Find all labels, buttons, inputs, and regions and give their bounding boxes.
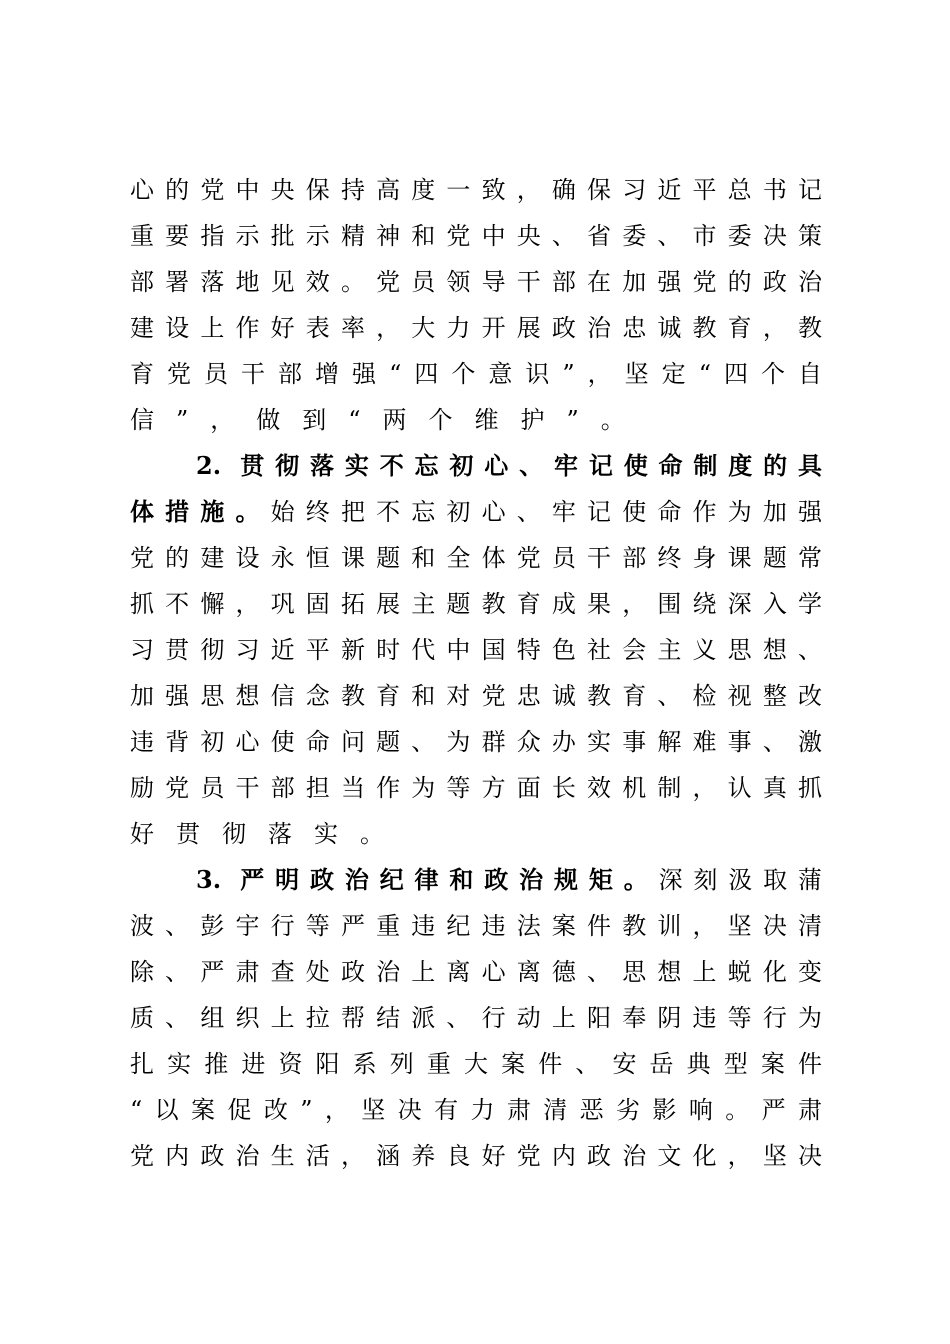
text-line: 加强思想信念教育和对党忠诚教育、检视整改: [130, 682, 822, 710]
text-line: 重要指示批示精神和党中央、省委、市委决策: [130, 222, 822, 250]
text-line: 质、组织上拉帮结派、行动上阳奉阴违等行为: [130, 1004, 822, 1032]
text-line: 扎实推进资阳系列重大案件、安岳典型案件: [130, 1050, 822, 1078]
text-line: 育党员干部增强“四个意识”，坚定“四个自: [130, 360, 822, 388]
text-line: 好贯彻落实。: [130, 820, 406, 848]
text-line: 习贯彻习近平新时代中国特色社会主义思想、: [130, 636, 822, 664]
text-line: 心的党中央保持高度一致，确保习近平总书记: [130, 176, 822, 204]
text-line: 党的建设永恒课题和全体党员干部终身课题常: [130, 544, 822, 572]
text-line: 信”，做到“两个维护”。: [130, 406, 647, 434]
section-heading-2: 2. 贯彻落实不忘初心、牢记使命制度的具: [196, 451, 822, 480]
text-line: 部署落地见效。党员领导干部在加强党的政治: [130, 268, 822, 296]
text-line: 波、彭宇行等严重违纪违法案件教训，坚决清: [130, 912, 822, 940]
text-line: 党内政治生活，涵养良好党内政治文化，坚决: [130, 1142, 822, 1170]
text-line: “以案促改”，坚决有力肃清恶劣影响。严肃: [130, 1096, 822, 1124]
section-heading-3: 3. 严明政治纪律和政治规矩。深刻汲取蒲: [196, 865, 822, 894]
text-line: 励党员干部担当作为等方面长效机制，认真抓: [130, 774, 822, 802]
text-line: 建设上作好表率，大力开展政治忠诚教育，教: [130, 314, 822, 342]
text-line: 体措施。始终把不忘初心、牢记使命作为加强: [130, 497, 823, 526]
text-line: 除、严肃查处政治上离心离德、思想上蜕化变: [130, 958, 822, 986]
text-line: 抓不懈，巩固拓展主题教育成果，围绕深入学: [130, 590, 822, 618]
text-line: 违背初心使命问题、为群众办实事解难事、激: [130, 728, 822, 756]
